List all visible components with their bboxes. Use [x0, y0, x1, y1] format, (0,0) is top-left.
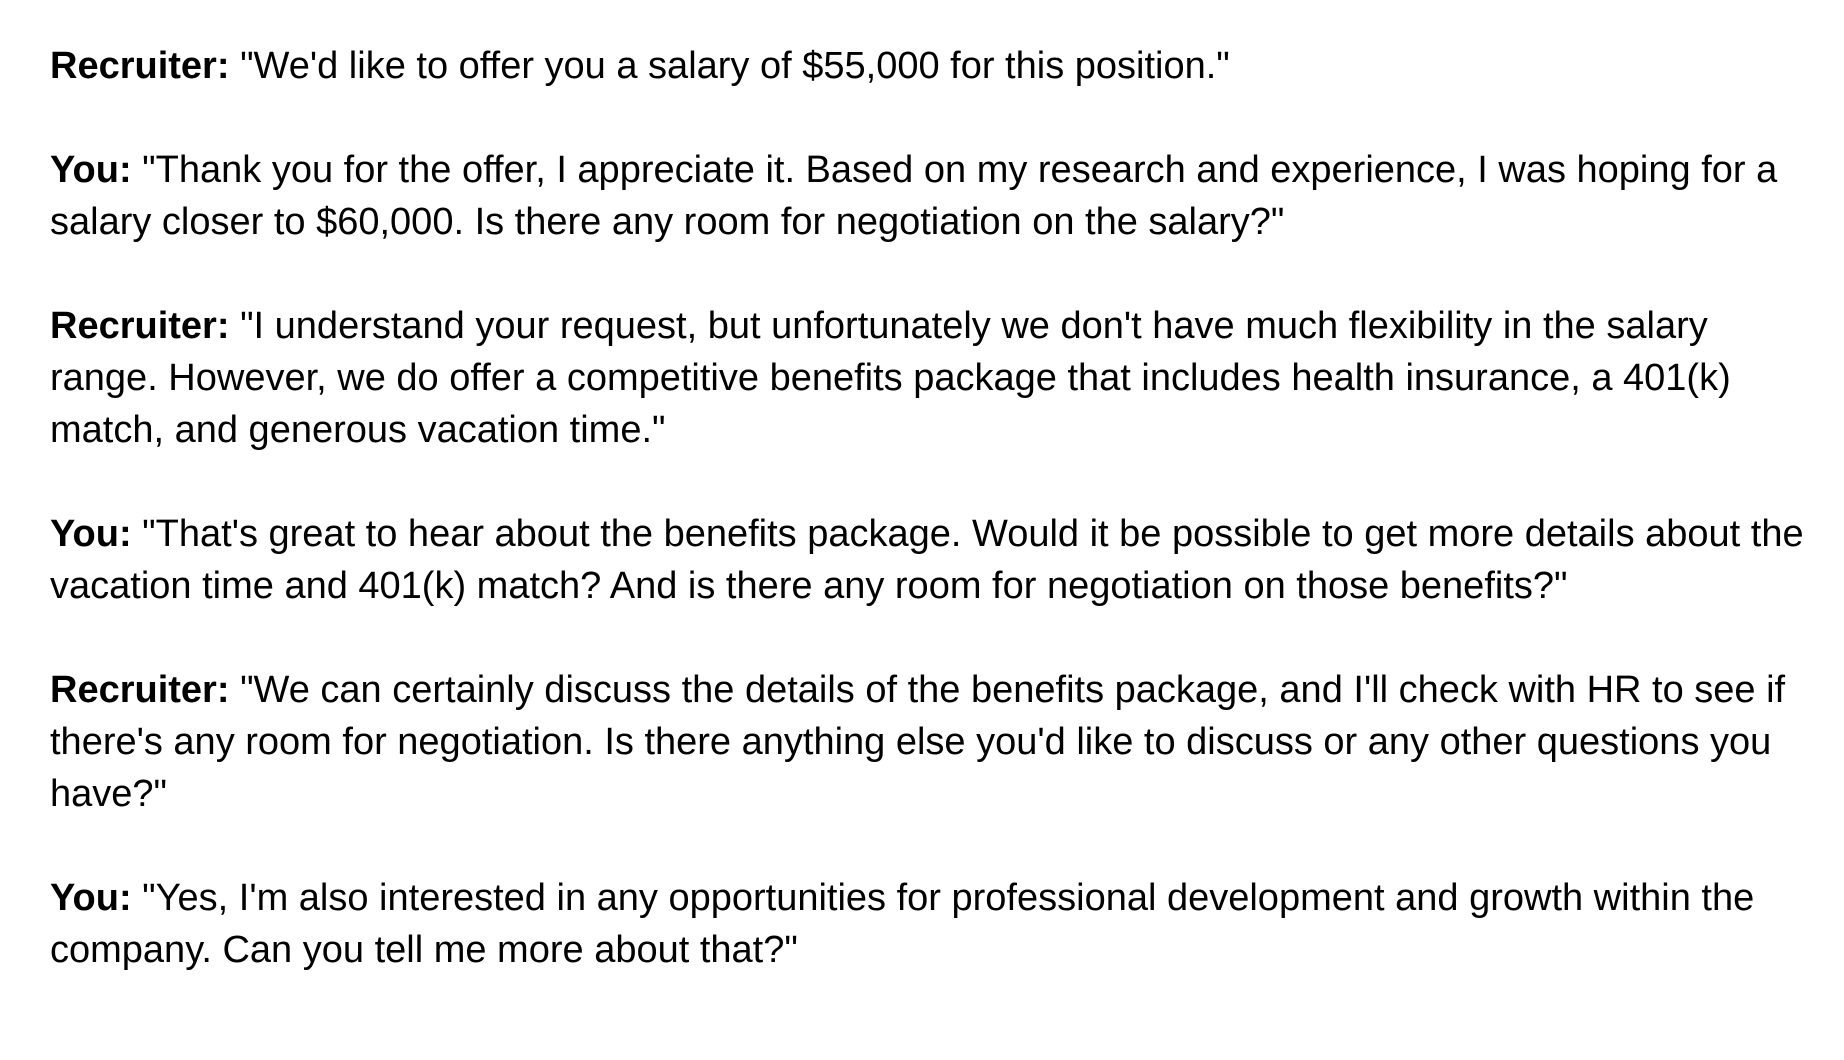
speaker-label: You: — [50, 149, 132, 191]
dialogue-turn-you — [50, 508, 1820, 612]
dialogue-text: "Thank you for the offer, I appreciate it. Based on my research and experience, I was hoping for a salary closer to $60,000. Is there any room for negotiation on the salary?" — [50, 149, 1778, 243]
dialogue-text: "Yes, I'm also interested in any opportunities for professional development and growth within the company. Can you tell me more about that?" — [50, 877, 1755, 971]
speaker-label: You: — [50, 877, 132, 919]
dialogue-text: "I understand your request, but unfortunately we don't have much flexibility in the salary range. However, we do offer a competitive benefits package that includes health insurance, a 401(k) match, and generous vacation time." — [50, 305, 1731, 451]
dialogue-turn-recruiter — [50, 664, 1820, 820]
dialogue-turn-you — [50, 872, 1820, 976]
speaker-label: Recruiter: — [50, 45, 230, 87]
dialogue-turn-you — [50, 144, 1820, 248]
speaker-label: You: — [50, 513, 132, 555]
dialogue-document — [50, 40, 1820, 1028]
speaker-label: Recruiter: — [50, 305, 230, 347]
speaker-label: Recruiter: — [50, 669, 230, 711]
dialogue-text: "That's great to hear about the benefits package. Would it be possible to get more details about the vacation time and 401(k) match? And is there any room for negotiation on those benefits?" — [50, 513, 1804, 607]
dialogue-turn-recruiter — [50, 300, 1820, 456]
dialogue-text: "We can certainly discuss the details of the benefits package, and I'll check with HR to see if there's any room for negotiation. Is there anything else you'd like to discuss or any other questions you have?" — [50, 669, 1786, 815]
dialogue-turn-recruiter — [50, 40, 1820, 92]
dialogue-text: "We'd like to offer you a salary of $55,000 for this position." — [240, 45, 1230, 87]
